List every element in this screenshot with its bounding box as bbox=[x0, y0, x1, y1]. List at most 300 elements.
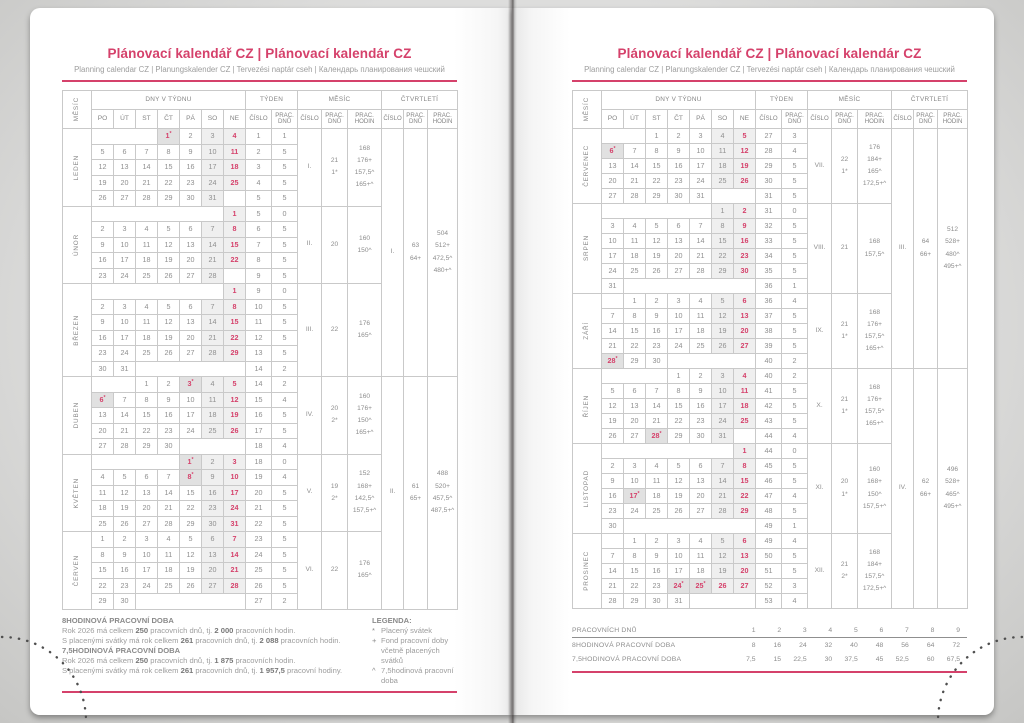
day-cell: 10 bbox=[114, 315, 136, 331]
corner-perforation-left bbox=[0, 623, 100, 723]
empty-days bbox=[136, 594, 246, 610]
day-cell: 20 bbox=[690, 489, 712, 504]
day-cell: 18 bbox=[136, 253, 158, 269]
day-cell: 29 bbox=[136, 439, 158, 455]
legend-text: 7,5hodinová pracovní doba bbox=[381, 665, 454, 685]
title-rule bbox=[62, 80, 457, 82]
day-cell: 3* bbox=[180, 377, 202, 393]
day-cell: 13 bbox=[92, 408, 114, 424]
summary-line-3: Rok 2026 má celkem 250 pracovních dnů, tj. 1 875 pracovních hodin. bbox=[62, 655, 296, 665]
week-row bbox=[573, 369, 968, 384]
day-cell: 17 bbox=[602, 249, 624, 264]
day-cell: 19 bbox=[646, 249, 668, 264]
week-workdays: 1 bbox=[782, 279, 808, 294]
day-cell: 3 bbox=[668, 534, 690, 549]
day-cell: 23 bbox=[646, 579, 668, 594]
week-number: 41 bbox=[756, 384, 782, 399]
day-cell: 26 bbox=[712, 579, 734, 594]
month-workhours: 160 150^ bbox=[348, 206, 382, 284]
day-cell: 6 bbox=[136, 470, 158, 486]
summary-line-4: S placenými svátky má rok celkem 261 pracovních dnů, tj. 1 957,5 pracovní hodiny. bbox=[62, 665, 343, 675]
week-workdays: 5 bbox=[272, 485, 298, 501]
month-label: ŘÍJEN bbox=[573, 369, 602, 444]
week-number: 40 bbox=[756, 369, 782, 384]
week-number: 9 bbox=[246, 284, 272, 300]
day-cell: 18 bbox=[202, 408, 224, 424]
day-cell: 15 bbox=[224, 237, 246, 253]
day-cell: 26 bbox=[158, 268, 180, 284]
day-cell: 14 bbox=[136, 160, 158, 176]
day-cell: 23 bbox=[202, 501, 224, 517]
month-workdays: 21 2* bbox=[832, 534, 858, 609]
quarter-workdays: 61 65+ bbox=[404, 377, 428, 610]
day-cell: 13 bbox=[114, 160, 136, 176]
quarter-workdays: 63 64+ bbox=[404, 129, 428, 377]
col-subheader: ČÍSLO bbox=[246, 110, 272, 129]
quarter-workdays: 62 66+ bbox=[914, 369, 938, 609]
week-number: 8 bbox=[246, 253, 272, 269]
empty-days bbox=[92, 206, 224, 222]
bottom-rule-right bbox=[572, 671, 967, 673]
day-cell: 3 bbox=[202, 129, 224, 145]
day-cell: 21 bbox=[202, 253, 224, 269]
day-cell: 7 bbox=[602, 549, 624, 564]
day-cell: 31 bbox=[712, 429, 734, 444]
day-cell: 14 bbox=[202, 315, 224, 331]
day-cell: 23 bbox=[158, 423, 180, 439]
day-cell: 26 bbox=[92, 191, 114, 207]
day-cell: 2 bbox=[690, 369, 712, 384]
day-cell: 11 bbox=[690, 309, 712, 324]
week-number: 45 bbox=[756, 459, 782, 474]
corner-perforation-right bbox=[924, 623, 1024, 723]
month-number: XI. bbox=[808, 444, 832, 534]
day-cell: 26 bbox=[224, 423, 246, 439]
day-cell: 17 bbox=[690, 159, 712, 174]
day-cell: 11 bbox=[224, 144, 246, 160]
day-cell: 25 bbox=[92, 516, 114, 532]
day-cell: 14 bbox=[114, 408, 136, 424]
col-subheader: PRAC. DNŮ bbox=[404, 110, 428, 129]
day-cell: 24 bbox=[690, 174, 712, 189]
col-group-quarter: ČTVRTLETÍ bbox=[382, 91, 458, 110]
week-workdays: 1 bbox=[782, 519, 808, 534]
col-header-day: SO bbox=[202, 110, 224, 129]
day-cell: 25 bbox=[712, 174, 734, 189]
week-workdays: 5 bbox=[272, 191, 298, 207]
day-cell: 15 bbox=[158, 160, 180, 176]
week-workdays: 5 bbox=[272, 408, 298, 424]
day-cell: 10 bbox=[602, 234, 624, 249]
page-title: Plánovací kalendář CZ | Plánovací kalendár CZ bbox=[107, 46, 412, 61]
week-number: 49 bbox=[756, 519, 782, 534]
day-cell: 17 bbox=[668, 324, 690, 339]
day-cell: 1 bbox=[136, 377, 158, 393]
day-cell: 2 bbox=[668, 129, 690, 144]
day-cell: 20 bbox=[602, 174, 624, 189]
day-cell: 18 bbox=[690, 324, 712, 339]
hours-table-value: 56 bbox=[901, 641, 909, 649]
day-cell: 3 bbox=[224, 454, 246, 470]
day-cell: 10 bbox=[690, 144, 712, 159]
day-cell: 16 bbox=[602, 489, 624, 504]
day-cell: 26 bbox=[646, 264, 668, 279]
legend-item bbox=[372, 626, 457, 636]
day-cell: 10 bbox=[668, 549, 690, 564]
day-cell: 8 bbox=[624, 309, 646, 324]
day-cell: 29 bbox=[92, 594, 114, 610]
empty-days bbox=[602, 534, 624, 549]
empty-days bbox=[92, 129, 158, 145]
week-number: 12 bbox=[246, 330, 272, 346]
day-cell: 29 bbox=[668, 429, 690, 444]
day-cell: 12 bbox=[180, 547, 202, 563]
week-workdays: 5 bbox=[782, 324, 808, 339]
day-cell: 29 bbox=[646, 189, 668, 204]
col-header-day: PO bbox=[92, 110, 114, 129]
day-cell: 18 bbox=[624, 249, 646, 264]
empty-days bbox=[712, 189, 756, 204]
week-workdays: 5 bbox=[782, 309, 808, 324]
hours-table-value: 40 bbox=[850, 641, 858, 649]
week-workdays: 2 bbox=[272, 361, 298, 377]
day-cell: 15 bbox=[734, 474, 756, 489]
empty-days bbox=[602, 369, 668, 384]
day-cell: 13 bbox=[202, 547, 224, 563]
day-cell: 2 bbox=[180, 129, 202, 145]
day-cell: 2 bbox=[158, 377, 180, 393]
empty-days bbox=[92, 377, 136, 393]
day-cell: 5 bbox=[734, 129, 756, 144]
day-cell: 23 bbox=[92, 346, 114, 362]
day-cell: 10 bbox=[114, 237, 136, 253]
day-cell: 8 bbox=[158, 144, 180, 160]
week-workdays: 4 bbox=[782, 429, 808, 444]
day-cell: 25 bbox=[734, 414, 756, 429]
day-cell: 16 bbox=[690, 399, 712, 414]
day-cell: 5 bbox=[114, 470, 136, 486]
month-label: LISTOPAD bbox=[573, 444, 602, 534]
day-cell: 12 bbox=[668, 474, 690, 489]
day-cell: 14 bbox=[712, 474, 734, 489]
day-cell: 21 bbox=[624, 174, 646, 189]
day-cell: 25 bbox=[136, 346, 158, 362]
day-cell: 13 bbox=[136, 485, 158, 501]
day-cell: 3 bbox=[602, 219, 624, 234]
day-cell: 29 bbox=[712, 264, 734, 279]
hours-table-value: 30 bbox=[824, 655, 833, 663]
day-cell: 22 bbox=[712, 249, 734, 264]
day-cell: 25 bbox=[646, 504, 668, 519]
quarter-workdays: 64 66+ bbox=[914, 129, 938, 369]
week-number: 34 bbox=[756, 249, 782, 264]
month-number: II. bbox=[298, 206, 322, 284]
legend-text: Placený svátek bbox=[381, 625, 433, 635]
day-cell: 8* bbox=[180, 470, 202, 486]
day-cell: 21 bbox=[690, 249, 712, 264]
hours-table-row bbox=[572, 638, 967, 653]
day-cell: 31 bbox=[224, 516, 246, 532]
day-cell: 9 bbox=[158, 392, 180, 408]
week-number: 48 bbox=[756, 504, 782, 519]
day-cell: 23 bbox=[92, 268, 114, 284]
col-header-day: ČT bbox=[668, 110, 690, 129]
day-cell: 13 bbox=[690, 474, 712, 489]
day-cell: 19 bbox=[712, 324, 734, 339]
empty-days bbox=[734, 429, 756, 444]
day-cell: 29 bbox=[624, 354, 646, 369]
day-cell: 14 bbox=[202, 237, 224, 253]
month-label: ÚNOR bbox=[63, 206, 92, 284]
month-workdays: 21 1* bbox=[322, 129, 348, 207]
day-cell: 10 bbox=[624, 474, 646, 489]
day-cell: 2 bbox=[646, 294, 668, 309]
month-workdays: 19 2* bbox=[322, 454, 348, 532]
day-cell: 28 bbox=[224, 578, 246, 594]
day-cell: 13 bbox=[180, 237, 202, 253]
day-cell: 21 bbox=[202, 330, 224, 346]
empty-days bbox=[668, 354, 756, 369]
day-cell: 6 bbox=[202, 532, 224, 548]
day-cell: 19 bbox=[180, 563, 202, 579]
month-workdays: 22 1* bbox=[832, 129, 858, 204]
week-workdays: 5 bbox=[782, 264, 808, 279]
week-number: 53 bbox=[756, 594, 782, 609]
quarter-workhours: 504 512+ 472,5^ 480+^ bbox=[428, 129, 458, 377]
day-cell: 5 bbox=[712, 534, 734, 549]
day-cell: 30 bbox=[114, 594, 136, 610]
day-cell: 31 bbox=[690, 189, 712, 204]
week-workdays: 4 bbox=[782, 144, 808, 159]
day-cell: 9 bbox=[646, 309, 668, 324]
day-cell: 19 bbox=[92, 175, 114, 191]
week-number: 19 bbox=[246, 470, 272, 486]
day-cell: 16 bbox=[114, 563, 136, 579]
week-workdays: 5 bbox=[272, 144, 298, 160]
day-cell: 27 bbox=[114, 191, 136, 207]
hours-table-value: 8 bbox=[751, 641, 756, 649]
day-cell: 17 bbox=[224, 485, 246, 501]
day-cell: 22 bbox=[224, 253, 246, 269]
month-workhours: 176 165^ bbox=[348, 284, 382, 377]
day-cell: 30 bbox=[646, 594, 668, 609]
week-number: 23 bbox=[246, 532, 272, 548]
day-cell: 16 bbox=[202, 485, 224, 501]
day-cell: 31 bbox=[602, 279, 624, 294]
day-cell: 11 bbox=[136, 315, 158, 331]
week-workdays: 5 bbox=[272, 222, 298, 238]
hours-table-value: 45 bbox=[875, 655, 884, 663]
day-cell: 10 bbox=[712, 384, 734, 399]
month-workdays: 20 bbox=[322, 206, 348, 284]
day-cell: 29 bbox=[624, 594, 646, 609]
week-workdays: 5 bbox=[272, 563, 298, 579]
week-workdays: 5 bbox=[272, 175, 298, 191]
day-cell: 2 bbox=[92, 299, 114, 315]
day-cell: 4 bbox=[734, 369, 756, 384]
day-cell: 12 bbox=[114, 485, 136, 501]
calendar-table-h2 bbox=[572, 90, 967, 609]
day-cell: 18 bbox=[712, 159, 734, 174]
col-header-day: NE bbox=[734, 110, 756, 129]
month-workdays: 21 bbox=[832, 204, 858, 294]
day-cell: 24 bbox=[668, 339, 690, 354]
day-cell: 1 bbox=[668, 369, 690, 384]
legend-item bbox=[372, 666, 457, 686]
day-cell: 22 bbox=[734, 489, 756, 504]
col-group-week: TÝDEN bbox=[246, 91, 298, 110]
legend bbox=[360, 616, 457, 686]
col-header-month: MĚSÍC bbox=[63, 91, 92, 129]
week-number: 42 bbox=[756, 399, 782, 414]
hours-table-value: 4 bbox=[814, 623, 840, 638]
day-cell: 11 bbox=[136, 237, 158, 253]
col-subheader: ČÍSLO bbox=[382, 110, 404, 129]
day-cell: 19 bbox=[668, 489, 690, 504]
day-cell: 7 bbox=[224, 532, 246, 548]
day-cell: 16 bbox=[668, 159, 690, 174]
day-cell: 15 bbox=[624, 324, 646, 339]
day-cell: 4 bbox=[136, 222, 158, 238]
day-cell: 25 bbox=[690, 339, 712, 354]
day-cell: 16 bbox=[734, 234, 756, 249]
hours-table-value: 9 bbox=[941, 623, 967, 638]
hours-table-value: 7 bbox=[890, 623, 916, 638]
week-number: 25 bbox=[246, 563, 272, 579]
day-cell: 28 bbox=[624, 189, 646, 204]
calendar-table bbox=[572, 90, 968, 609]
day-cell: 20 bbox=[734, 324, 756, 339]
day-cell: 21 bbox=[602, 339, 624, 354]
month-number: X. bbox=[808, 369, 832, 444]
day-cell: 5 bbox=[224, 377, 246, 393]
day-cell: 25 bbox=[158, 578, 180, 594]
day-cell: 29 bbox=[734, 504, 756, 519]
working-hours-conversion-table bbox=[572, 623, 967, 666]
day-cell: 5 bbox=[712, 294, 734, 309]
day-cell: 2 bbox=[202, 454, 224, 470]
day-cell: 15 bbox=[224, 315, 246, 331]
day-cell: 7 bbox=[158, 470, 180, 486]
day-cell: 18 bbox=[92, 501, 114, 517]
week-number: 17 bbox=[246, 423, 272, 439]
day-cell: 16 bbox=[646, 324, 668, 339]
col-subheader: PRAC. HODIN bbox=[858, 110, 892, 129]
day-cell: 27 bbox=[92, 439, 114, 455]
day-cell: 22 bbox=[624, 339, 646, 354]
day-cell: 20 bbox=[624, 414, 646, 429]
week-workdays: 5 bbox=[272, 423, 298, 439]
day-cell: 25* bbox=[690, 579, 712, 594]
day-cell: 12 bbox=[92, 160, 114, 176]
day-cell: 26 bbox=[158, 346, 180, 362]
empty-days bbox=[602, 204, 712, 219]
week-workdays: 5 bbox=[782, 414, 808, 429]
day-cell: 23 bbox=[114, 578, 136, 594]
day-cell: 17 bbox=[712, 399, 734, 414]
col-group-month: MĚSÍC bbox=[808, 91, 892, 110]
empty-days bbox=[690, 594, 756, 609]
day-cell: 8 bbox=[712, 219, 734, 234]
week-number: 30 bbox=[756, 174, 782, 189]
week-number: 28 bbox=[756, 144, 782, 159]
week-workdays: 5 bbox=[782, 474, 808, 489]
week-number: 22 bbox=[246, 516, 272, 532]
week-workdays: 0 bbox=[272, 284, 298, 300]
day-cell: 7 bbox=[136, 144, 158, 160]
week-workdays: 5 bbox=[782, 219, 808, 234]
day-cell: 11 bbox=[158, 547, 180, 563]
day-cell: 6 bbox=[734, 294, 756, 309]
week-row bbox=[573, 129, 968, 144]
week-workdays: 5 bbox=[782, 504, 808, 519]
week-number: 3 bbox=[246, 160, 272, 176]
week-number: 32 bbox=[756, 219, 782, 234]
day-cell: 15 bbox=[712, 234, 734, 249]
month-number: VII. bbox=[808, 129, 832, 204]
empty-days bbox=[624, 279, 756, 294]
quarter-number: III. bbox=[892, 129, 914, 369]
day-cell: 10 bbox=[224, 470, 246, 486]
week-workdays: 5 bbox=[782, 174, 808, 189]
day-cell: 24 bbox=[624, 504, 646, 519]
day-cell: 30 bbox=[734, 264, 756, 279]
day-cell: 28 bbox=[712, 504, 734, 519]
day-cell: 1 bbox=[224, 284, 246, 300]
hours-table-label: 8HODINOVÁ PRACOVNÍ DOBA bbox=[572, 641, 676, 649]
col-subheader: PRAC. HODIN bbox=[428, 110, 458, 129]
day-cell: 5 bbox=[158, 222, 180, 238]
day-cell: 1* bbox=[158, 129, 180, 145]
month-workdays: 21 1* bbox=[832, 294, 858, 369]
day-cell: 1 bbox=[624, 294, 646, 309]
day-cell: 11 bbox=[624, 234, 646, 249]
hours-table-value: 37,5 bbox=[844, 655, 858, 663]
quarter-number: IV. bbox=[892, 369, 914, 609]
legend-items bbox=[372, 626, 457, 686]
day-cell: 7 bbox=[602, 309, 624, 324]
day-cell: 14 bbox=[646, 399, 668, 414]
col-header-day: ST bbox=[136, 110, 158, 129]
bottom-rule-left bbox=[62, 691, 457, 693]
month-label: PROSINEC bbox=[573, 534, 602, 609]
week-workdays: 5 bbox=[272, 299, 298, 315]
day-cell: 14 bbox=[224, 547, 246, 563]
day-cell: 5 bbox=[668, 459, 690, 474]
day-cell: 24 bbox=[114, 346, 136, 362]
day-cell: 9 bbox=[180, 144, 202, 160]
day-cell: 29 bbox=[224, 346, 246, 362]
week-number: 40 bbox=[756, 354, 782, 369]
day-cell: 5 bbox=[92, 144, 114, 160]
day-cell: 21 bbox=[224, 563, 246, 579]
day-cell: 29 bbox=[158, 191, 180, 207]
day-cell: 9 bbox=[734, 219, 756, 234]
page-subtitle: Planning calendar CZ | Planungskalender CZ | Tervezési naptár cseh | Календарь планирования чешский bbox=[74, 65, 445, 74]
day-cell: 6* bbox=[92, 392, 114, 408]
hours-table-label: 7,5HODINOVÁ PRACOVNÍ DOBA bbox=[572, 655, 682, 663]
day-cell: 6 bbox=[734, 534, 756, 549]
day-cell: 6 bbox=[690, 459, 712, 474]
day-cell: 22 bbox=[668, 414, 690, 429]
month-workdays: 20 2* bbox=[322, 377, 348, 455]
day-cell: 21 bbox=[712, 489, 734, 504]
day-cell: 24 bbox=[136, 578, 158, 594]
week-number: 46 bbox=[756, 474, 782, 489]
day-cell: 6 bbox=[180, 299, 202, 315]
week-number: 2 bbox=[246, 144, 272, 160]
page-subtitle: Planning calendar CZ | Planungskalender CZ | Tervezési naptár cseh | Календарь планирования чешский bbox=[584, 65, 955, 74]
